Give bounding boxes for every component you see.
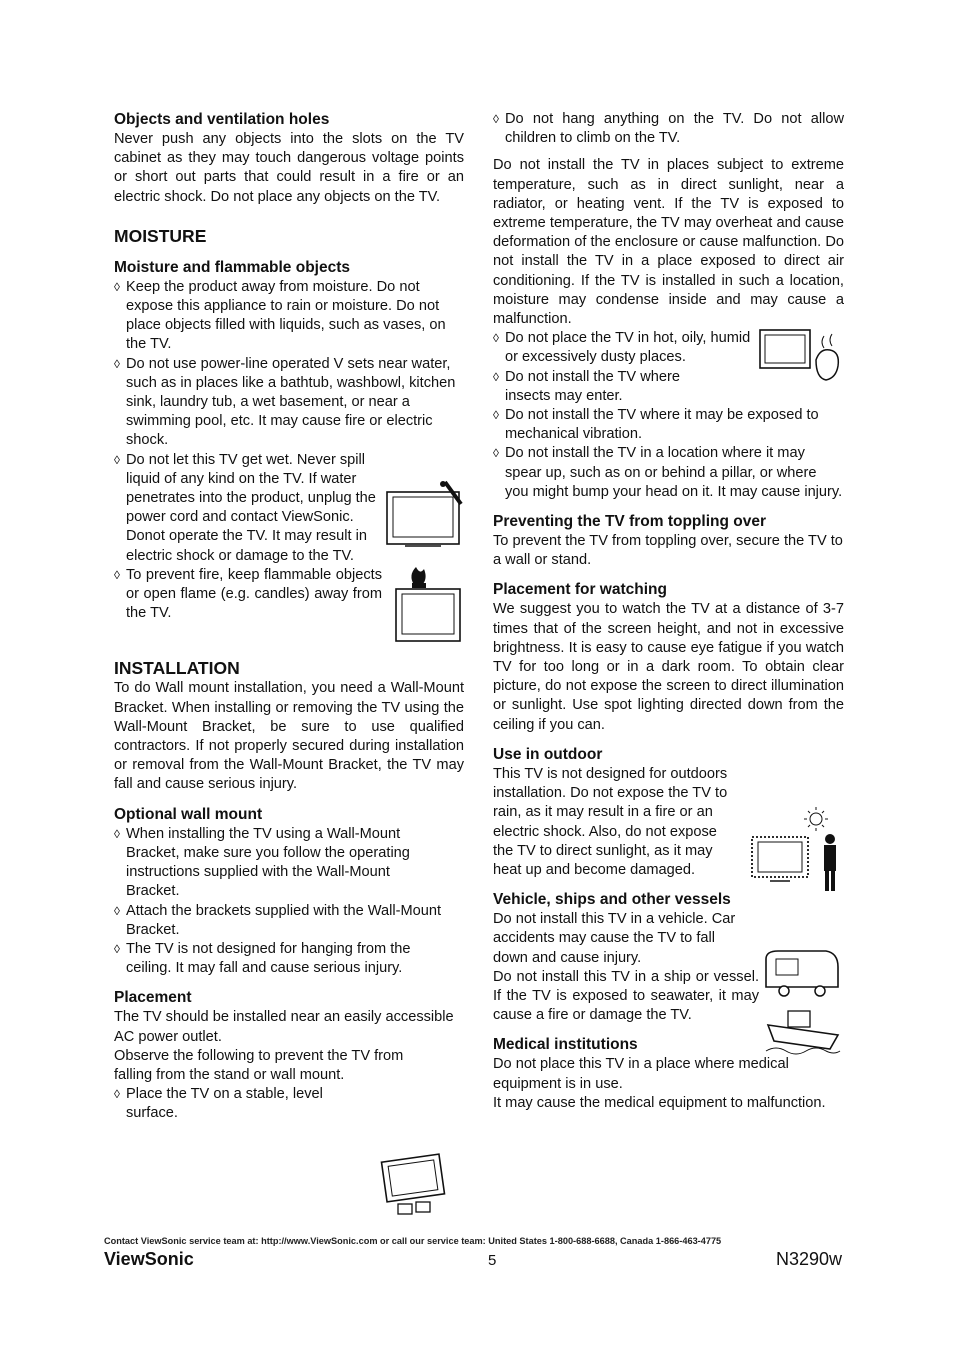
vehicle-text-1: Do not install this TV in a vehicle. Car accidents may cause the TV to fall down and cause injury. xyxy=(493,911,736,966)
wallmount-bullet-1: ◊ When installing the TV using a Wall-Mount Bracket, make sure you follow the operating instructions supplied with the Wall-Mount Bracket. xyxy=(114,825,410,900)
medical-text-1: Do not place this TV in a place where medical equipment is in use. xyxy=(493,1056,789,1092)
footer-contact: Contact ViewSonic service team at: http://www.ViewSonic.com or call our service team: United States 1-800-688-6688, Canada 1-866-463-4775 xyxy=(104,1236,722,1246)
bullet-diamond-icon: ◊ xyxy=(114,452,120,467)
outdoor-title: Use in outdoor xyxy=(493,745,603,763)
placement-title: Placement xyxy=(114,989,192,1007)
moisture-bullet-2: ◊ Do not use power-line operated V sets near water, such as in places like a bathtub, washbowl, kitchen sink, laundry tub, a wet basement, or near a swimming pool, etc. It may cause fire or electric shock. xyxy=(114,355,456,449)
tv-outdoor-sun-person-icon xyxy=(740,805,844,893)
objects-text: Never push any objects into the slots on the TV cabinet as they may touch dangerous voltage points or short out parts that could result in a fire or an electric shock. Do not place any objects on the TV. xyxy=(114,131,464,205)
extreme-temperature-text: Do not install the TV in places subject to extreme temperature, such as in direct sunlight, near a radiator, or heating vent. If the TV is exposed to extreme temperature, the TV may overheat and cause deformation of the enclosure or cause malfunction. Do not install the TV in a place exposed to direct air conditioning. If the TV is installed in such a location, moisture may condense inside and may cause a malfunction. xyxy=(493,157,844,328)
wallmount-bullet-2: ◊ Attach the brackets supplied with the Wall-Mount Bracket. xyxy=(114,902,441,938)
moisture-bullet-3: ◊ Do not let this TV get wet. Never spill liquid of any kind on the TV. If water penetrates into the product, unplug the power cord and contact ViewSonic. Donot operate the TV. It may result in electric shock or damage to the TV. xyxy=(114,451,376,564)
vehicle-title: Vehicle, ships and other vessels xyxy=(493,891,731,909)
installation-text: To do Wall mount installation, you need a Wall-Mount Bracket. When installing or removing the TV using the Wall-Mount Bracket, be sure to use qualified contractors. If not properly secured during installation or removal from the Wall-Mount Bracket, the TV may fall and cause serious injury. xyxy=(114,680,464,793)
watching-text: We suggest you to watch the TV at a distance of 3-7 times that of the screen height, and not in excessive brightness. It is easy to cause eye fatigue if you watch TV for too long or in a dark room. To obtain clear picture, do not expose the screen to direct illumination or sunlight. Use spot lighting directed down from the ceiling if you can. xyxy=(493,601,844,733)
medical-text-2: It may cause the medical equipment to malfunction. xyxy=(493,1094,826,1111)
bullet-diamond-icon: ◊ xyxy=(114,356,120,371)
hang-bullet: ◊ Do not hang anything on the TV. Do not allow children to climb on the TV. xyxy=(493,111,844,147)
moisture-bullet-1: ◊ Keep the product away from moisture. Do not expose this appliance to rain or moisture. Do not place objects filled with liquids, such as vases, on the TV. xyxy=(114,278,446,353)
bullet-diamond-icon: ◊ xyxy=(114,1087,120,1102)
moisture-title: Moisture and flammable objects xyxy=(114,258,350,276)
bullet-diamond-icon: ◊ xyxy=(114,941,120,956)
placement-text-2: Observe the following to prevent the TV from falling from the stand or wall mount. xyxy=(114,1047,404,1083)
bullet-diamond-icon: ◊ xyxy=(114,903,120,918)
installation-heading: INSTALLATION xyxy=(114,658,240,679)
objects-title: Objects and ventilation holes xyxy=(114,111,330,128)
toppling-title: Preventing the TV from toppling over xyxy=(493,513,766,531)
place-bullet-1: ◊ Do not place the TV in hot, oily, humid or excessively dusty places. xyxy=(493,330,751,366)
tv-with-steam-pot-icon xyxy=(758,326,842,388)
bullet-diamond-icon: ◊ xyxy=(493,112,499,126)
bullet-diamond-icon: ◊ xyxy=(114,826,120,841)
model-number: N3290w xyxy=(776,1249,843,1269)
bullet-diamond-icon: ◊ xyxy=(493,331,499,346)
bullet-diamond-icon: ◊ xyxy=(114,567,120,582)
vehicle-text-2: Do not install this TV in a ship or vessel. If the TV is exposed to seawater, it may cause a fire or damage the TV. xyxy=(493,968,759,1024)
footer-brand: ViewSonic xyxy=(104,1249,194,1269)
bullet-diamond-icon: ◊ xyxy=(493,369,499,384)
page-number: 5 xyxy=(488,1252,497,1269)
tv-with-flame-icon xyxy=(394,563,464,645)
bullet-diamond-icon: ◊ xyxy=(493,446,499,461)
placement-text-1: The TV should be installed near an easily accessible AC power outlet. xyxy=(114,1009,454,1045)
bullet-diamond-icon: ◊ xyxy=(114,279,120,294)
bullet-diamond-icon: ◊ xyxy=(493,408,499,423)
outdoor-text: This TV is not designed for outdoors installation. Do not expose the TV to rain, as it may result in a fire or an electric shock. Also, do not expose the TV to direct sunlight, as it may heat up and become damaged. xyxy=(493,765,728,878)
vehicle-caravan-icon xyxy=(762,947,842,1001)
ship-vessel-icon xyxy=(764,1005,842,1061)
place-bullet-4: ◊ Do not install the TV in a location where it may spear up, such as on or behind a pillar, or where you might bump your head on it. It may cause injury. xyxy=(493,445,843,500)
medical-title: Medical institutions xyxy=(493,1036,638,1054)
moisture-heading: MOISTURE xyxy=(114,225,207,246)
wallmount-title: Optional wall mount xyxy=(114,805,263,823)
tv-with-water-spray-icon xyxy=(385,478,465,552)
placement-bullet: ◊ Place the TV on a stable, level surface. xyxy=(114,1086,323,1122)
watching-title: Placement for watching xyxy=(493,581,667,599)
place-bullet-2: ◊ Do not install the TV where insects may enter. xyxy=(493,368,680,404)
toppling-text: To prevent the TV from toppling over, secure the TV to a wall or stand. xyxy=(493,533,843,569)
tv-on-stand-icon xyxy=(380,1150,448,1218)
place-bullet-3: ◊ Do not install the TV where it may be exposed to mechanical vibration. xyxy=(493,407,819,443)
wallmount-bullet-3: ◊ The TV is not designed for hanging from the ceiling. It may fall and cause serious injury. xyxy=(114,940,411,977)
moisture-bullet-4: ◊ To prevent fire, keep flammable objects or open flame (e.g. candles) away from the TV. xyxy=(114,566,382,622)
